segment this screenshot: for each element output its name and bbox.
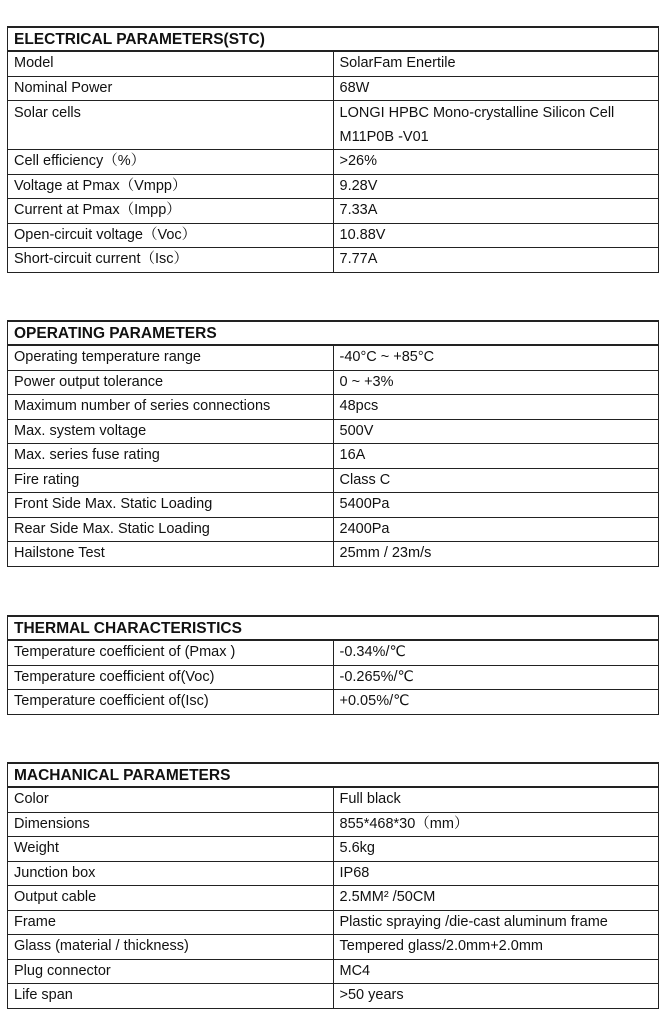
table-row <box>8 984 659 1009</box>
table-row <box>8 812 659 837</box>
table-row <box>8 51 659 76</box>
param-name: Junction box <box>8 861 334 886</box>
section-title: MACHANICAL PARAMETERS <box>8 763 659 787</box>
param-name: Model <box>8 51 334 76</box>
table-row <box>8 444 659 469</box>
param-name: Solar cells <box>8 101 334 150</box>
param-value: 7.33A <box>333 199 659 224</box>
table-row <box>8 419 659 444</box>
table-row <box>8 76 659 101</box>
param-name: Front Side Max. Static Loading <box>8 493 334 518</box>
param-name: Plug connector <box>8 959 334 984</box>
param-name: Dimensions <box>8 812 334 837</box>
table-row <box>8 861 659 886</box>
table-row <box>8 150 659 175</box>
param-value: LONGI HPBC Mono-crystalline Silicon Cell M11P0B -V01 <box>333 101 659 150</box>
table-row <box>8 174 659 199</box>
table-row <box>8 199 659 224</box>
param-name: Cell efficiency（%） <box>8 150 334 175</box>
table-row <box>8 935 659 960</box>
table-row <box>8 690 659 715</box>
param-value: 9.28V <box>333 174 659 199</box>
param-name: Temperature coefficient of(Isc) <box>8 690 334 715</box>
table-row <box>8 517 659 542</box>
mechanical-parameters-table <box>7 762 659 1009</box>
param-name: Frame <box>8 910 334 935</box>
param-value: Full black <box>333 787 659 812</box>
param-value: SolarFam Enertile <box>333 51 659 76</box>
table-row <box>8 468 659 493</box>
param-value: IP68 <box>333 861 659 886</box>
section-title: THERMAL CHARACTERISTICS <box>8 616 659 640</box>
param-value: 0 ~ +3% <box>333 370 659 395</box>
param-value: 16A <box>333 444 659 469</box>
param-name: Temperature coefficient of (Pmax ) <box>8 640 334 665</box>
table-row <box>8 493 659 518</box>
param-name: Short-circuit current（Isc） <box>8 248 334 273</box>
param-name: Color <box>8 787 334 812</box>
table-row <box>8 101 659 150</box>
param-value: 48pcs <box>333 395 659 420</box>
param-name: Output cable <box>8 886 334 911</box>
table-row <box>8 542 659 567</box>
table-row <box>8 345 659 370</box>
param-value: 5400Pa <box>333 493 659 518</box>
param-value: -0.265%/℃ <box>333 665 659 690</box>
section-title: OPERATING PARAMETERS <box>8 321 659 345</box>
param-name: Life span <box>8 984 334 1009</box>
table-row <box>8 640 659 665</box>
param-value: 500V <box>333 419 659 444</box>
param-value: 2400Pa <box>333 517 659 542</box>
table-row <box>8 223 659 248</box>
thermal-characteristics-table <box>7 615 659 715</box>
param-value: -40°C ~ +85°C <box>333 345 659 370</box>
param-name: Glass (material / thickness) <box>8 935 334 960</box>
param-name: Temperature coefficient of(Voc) <box>8 665 334 690</box>
param-value: Class C <box>333 468 659 493</box>
param-name: Weight <box>8 837 334 862</box>
param-name: Power output tolerance <box>8 370 334 395</box>
table-row <box>8 395 659 420</box>
param-value: 2.5MM² /50CM <box>333 886 659 911</box>
param-value: -0.34%/℃ <box>333 640 659 665</box>
table-row <box>8 370 659 395</box>
operating-parameters-table <box>7 320 659 567</box>
param-value: 68W <box>333 76 659 101</box>
table-row <box>8 248 659 273</box>
param-value: 10.88V <box>333 223 659 248</box>
param-name: Open-circuit voltage（Voc） <box>8 223 334 248</box>
param-name: Max. system voltage <box>8 419 334 444</box>
param-name: Operating temperature range <box>8 345 334 370</box>
param-value: 5.6kg <box>333 837 659 862</box>
param-value: +0.05%/℃ <box>333 690 659 715</box>
param-name: Nominal Power <box>8 76 334 101</box>
table-row <box>8 837 659 862</box>
param-value: MC4 <box>333 959 659 984</box>
electrical-parameters-table <box>7 26 659 273</box>
param-value: Tempered glass/2.0mm+2.0mm <box>333 935 659 960</box>
table-row <box>8 886 659 911</box>
param-value: >50 years <box>333 984 659 1009</box>
param-value: 7.77A <box>333 248 659 273</box>
section-title: ELECTRICAL PARAMETERS(STC) <box>8 27 659 51</box>
table-row <box>8 910 659 935</box>
table-row <box>8 959 659 984</box>
param-name: Rear Side Max. Static Loading <box>8 517 334 542</box>
param-name: Max. series fuse rating <box>8 444 334 469</box>
param-name: Hailstone Test <box>8 542 334 567</box>
param-name: Voltage at Pmax（Vmpp） <box>8 174 334 199</box>
param-value: Plastic spraying /die-cast aluminum frame <box>333 910 659 935</box>
param-name: Maximum number of series connections <box>8 395 334 420</box>
param-value: 855*468*30（mm） <box>333 812 659 837</box>
param-value: 25mm / 23m/s <box>333 542 659 567</box>
table-row <box>8 665 659 690</box>
table-row <box>8 787 659 812</box>
param-name: Current at Pmax（Impp） <box>8 199 334 224</box>
param-value: >26% <box>333 150 659 175</box>
param-name: Fire rating <box>8 468 334 493</box>
